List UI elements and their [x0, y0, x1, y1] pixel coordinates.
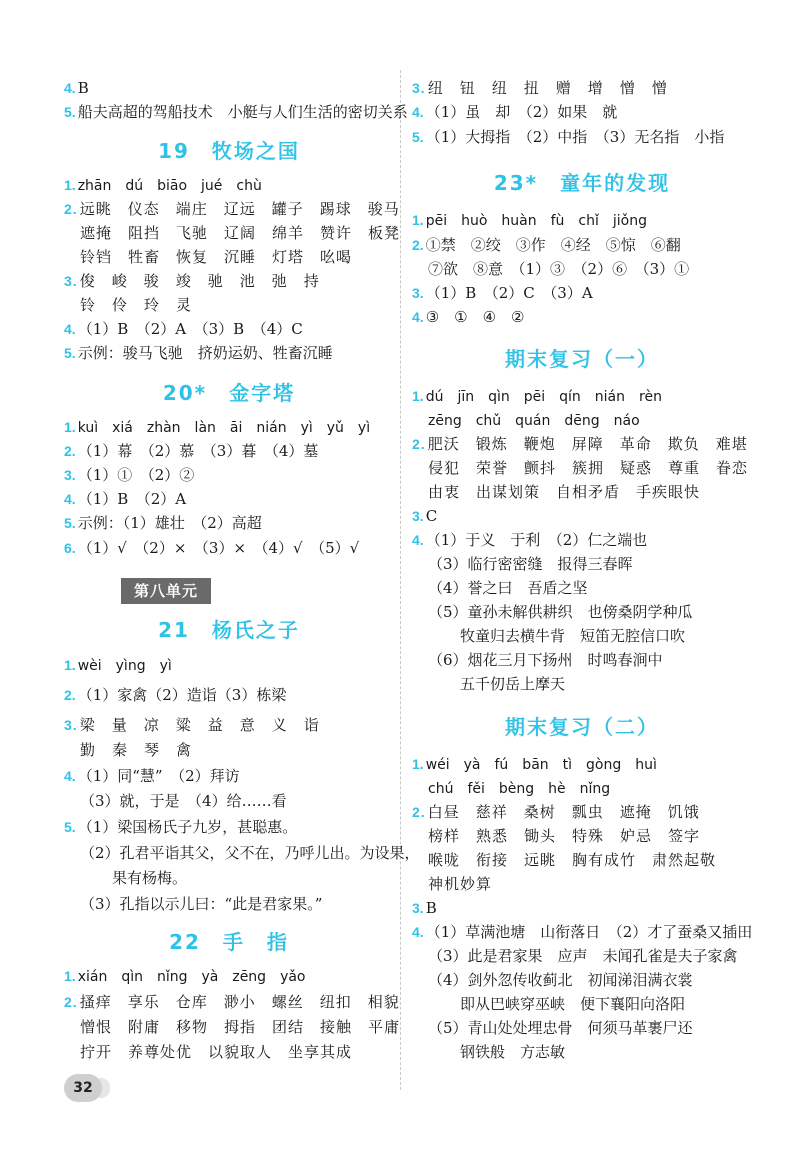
- answer-line: 3. C: [412, 507, 438, 525]
- pinyin-line: 1. xián qìn nǐng yà zēng yǎo: [64, 968, 306, 985]
- pinyin-line: 1. dú jīn qìn pēi qín nián rèn: [412, 388, 662, 405]
- answer-line: （3）孔指以示儿曰：“此是君家果。”: [80, 895, 323, 913]
- answer-line: 3. B: [412, 899, 437, 917]
- answer-line: ⑦欲 ⑧意 （1）③ （2）⑥ （3）①: [428, 260, 690, 278]
- answer-line: 5. 示例：骏马飞驰 挤奶运奶、牲畜沉睡: [64, 344, 333, 362]
- answer-line: 果有杨梅。: [112, 869, 188, 887]
- answer-line: 遮掩 阻挡 飞驰 辽阔 绵羊 赞许 板凳: [80, 224, 401, 242]
- answer-line: （4）誉之曰 吾盾之坚: [428, 579, 588, 597]
- answer-line: 由衷 出谋划策 自相矛盾 手疾眼快: [428, 483, 701, 501]
- answer-line: 榜样 熟悉 锄头 特殊 妒忌 签字: [428, 827, 701, 845]
- answer-line: 2. 肥沃 锻炼 鞭炮 屏障 革命 欺负 难堪: [412, 435, 748, 453]
- answer-line: 6. （1）√ （2）× （3）× （4）√ （5）√: [64, 539, 360, 557]
- answer-line: 侵犯 荣誉 颤抖 簇拥 疑惑 尊重 眷恋: [428, 459, 749, 477]
- answer-line: 3. 纽 钮 纽 扭 赠 增 憎 憎: [412, 79, 668, 97]
- answer-line: （6）烟花三月下扬州 时鸣春涧中: [428, 651, 663, 669]
- answer-line: （4）剑外忽传收蓟北 初闻涕泪满衣裳: [428, 971, 693, 989]
- answer-line: （5）青山处处埋忠骨 何须马革裹尸还: [428, 1019, 693, 1037]
- answer-line: 2. （1）幕 （2）慕 （3）暮 （4）墓: [64, 442, 319, 460]
- answer-line: 4. （1）草满池塘 山衔落日 （2）才了蚕桑又插田: [412, 923, 753, 941]
- answer-line: 3. 俊 峻 骏 竣 驰 池 弛 持: [64, 272, 320, 290]
- answer-line: 3. （1）① （2）②: [64, 466, 195, 484]
- lesson-title: 期末复习（二）: [505, 715, 659, 739]
- answer-line: 铃 伶 玲 灵: [80, 296, 193, 314]
- lesson-title: 23* 童年的发现: [493, 171, 671, 195]
- answer-line: （3）临行密密缝 报得三春晖: [428, 555, 633, 573]
- pinyin-line: 1. wéi yà fú bān tì gòng huì: [412, 756, 657, 773]
- lesson-title: 21 杨氏之子: [158, 618, 300, 642]
- answer-line: 2. （1）家禽（2）造诣（3）栋梁: [64, 686, 287, 704]
- answer-line: 钢铁般 方志敏: [460, 1043, 566, 1061]
- answer-line: 4. （1）虽 却 （2）如果 就: [412, 103, 618, 121]
- answer-line: 4. B: [64, 79, 89, 97]
- answer-line: 3. （1）B （2）C （3）A: [412, 284, 593, 302]
- answer-line: 4. （1）B （2）A （3）B （4）C: [64, 320, 303, 338]
- answer-line: 勤 秦 琴 禽: [80, 741, 193, 759]
- answer-line: 喉咙 衔接 远眺 胸有成竹 肃然起敬: [428, 851, 717, 869]
- lesson-title: 22 手 指: [169, 930, 289, 954]
- answer-line: 2. 白昼 慈祥 桑树 瓢虫 遮掩 饥饿: [412, 803, 700, 821]
- answer-line: 五千仞岳上摩天: [460, 675, 566, 693]
- answer-line: 牧童归去横牛背 短笛无腔信口吹: [460, 627, 686, 645]
- answer-line: 憎恨 附庸 移物 拇指 团结 接触 平庸: [80, 1018, 401, 1036]
- answer-line: 4. ③ ① ④ ②: [412, 308, 525, 326]
- answer-line: 5. （1）梁国杨氏子九岁，甚聪惠。: [64, 818, 298, 836]
- answer-line: 4. （1）B （2）A: [64, 490, 187, 508]
- pinyin-line: zēng chǔ quán dēng náo: [428, 413, 640, 429]
- answer-line: 铃铛 牲畜 恢复 沉睡 灯塔 吆喝: [80, 248, 353, 266]
- lesson-title: 19 牧场之国: [158, 139, 300, 163]
- pinyin-line: 1. wèi yìng yì: [64, 657, 172, 674]
- pinyin-line: 1. zhān dú biāo jué chù: [64, 177, 262, 194]
- answer-line: 拧开 养尊处优 以貌取人 坐享其成: [80, 1043, 353, 1061]
- unit-label: 第八单元: [121, 578, 211, 604]
- pinyin-line: 1. pēi huò huàn fù chǐ jiǒng: [412, 212, 647, 229]
- answer-line: （3）就，于是 （4）给……看: [80, 792, 287, 810]
- answer-line: 5. （1）大拇指 （2）中指 （3）无名指 小指: [412, 128, 725, 146]
- pinyin-line: chú fěi bèng hè nǐng: [428, 781, 611, 797]
- answer-line: （2）孔君平诣其父，父不在，乃呼儿出。为设果，: [80, 844, 420, 862]
- column-divider: [400, 70, 401, 1090]
- pinyin-line: 1. kuì xiá zhàn làn āi nián yì yǔ yì: [64, 419, 371, 436]
- answer-line: 4. （1）于义 于利 （2）仁之端也: [412, 531, 648, 549]
- answer-line: 5. 船夫高超的驾船技术 小艇与人们生活的密切关系: [64, 103, 408, 121]
- answer-line: （3）此是君家果 应声 未闻孔雀是夫子家禽: [428, 947, 738, 965]
- page-number: 32: [64, 1074, 102, 1102]
- answer-line: 2. 远眺 仪态 端庄 辽远 罐子 踢球 骏马: [64, 200, 400, 218]
- lesson-title: 20* 金字塔: [162, 381, 296, 405]
- answer-line: （5）童孙未解供耕织 也傍桑阴学种瓜: [428, 603, 693, 621]
- lesson-title: 期末复习（一）: [505, 347, 659, 371]
- answer-line: 2. ①禁 ②绞 ③作 ④经 ⑤惊 ⑥翻: [412, 236, 681, 254]
- answer-line: 2. 搔痒 享乐 仓库 渺小 螺丝 纽扣 相貌: [64, 993, 400, 1011]
- answer-line: 即从巴峡穿巫峡 便下襄阳向洛阳: [460, 995, 686, 1013]
- answer-line: 5. 示例：（1）雄壮 （2）高超: [64, 514, 262, 532]
- answer-line: 神机妙算: [428, 875, 493, 893]
- answer-line: 3. 梁 量 凉 粱 益 意 义 诣: [64, 716, 320, 734]
- answer-line: 4. （1）同“慧” （2）拜访: [64, 767, 240, 785]
